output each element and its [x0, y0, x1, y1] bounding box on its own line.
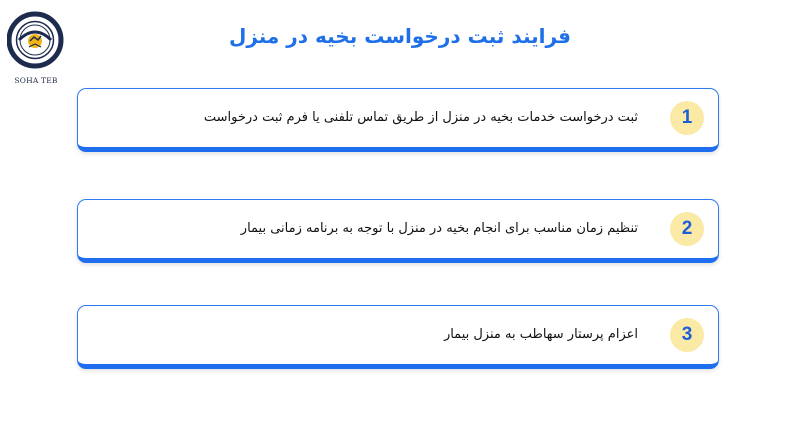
brand-name: SOHA TEB [14, 76, 58, 85]
step-number-badge: 3 [670, 318, 704, 352]
logo-emblem-icon [7, 10, 65, 74]
step-text: تنظیم زمان مناسب برای انجام بخیه در منزل با توجه به برنامه زمانی بیمار [240, 221, 638, 236]
step-number-badge: 2 [670, 212, 704, 246]
step-number-badge: 1 [670, 101, 704, 135]
brand-logo [7, 10, 65, 90]
step-card-3 [77, 305, 719, 369]
step-text: ثبت درخواست خدمات بخیه در منزل از طریق تماس تلفنی یا فرم ثبت درخواست [203, 110, 638, 125]
step-card-2 [77, 199, 719, 263]
page-title: فرایند ثبت درخواست بخیه در منزل [228, 24, 572, 48]
step-text: اعزام پرستار سهاطب به منزل بیمار [443, 327, 638, 342]
step-card-1 [77, 88, 719, 152]
